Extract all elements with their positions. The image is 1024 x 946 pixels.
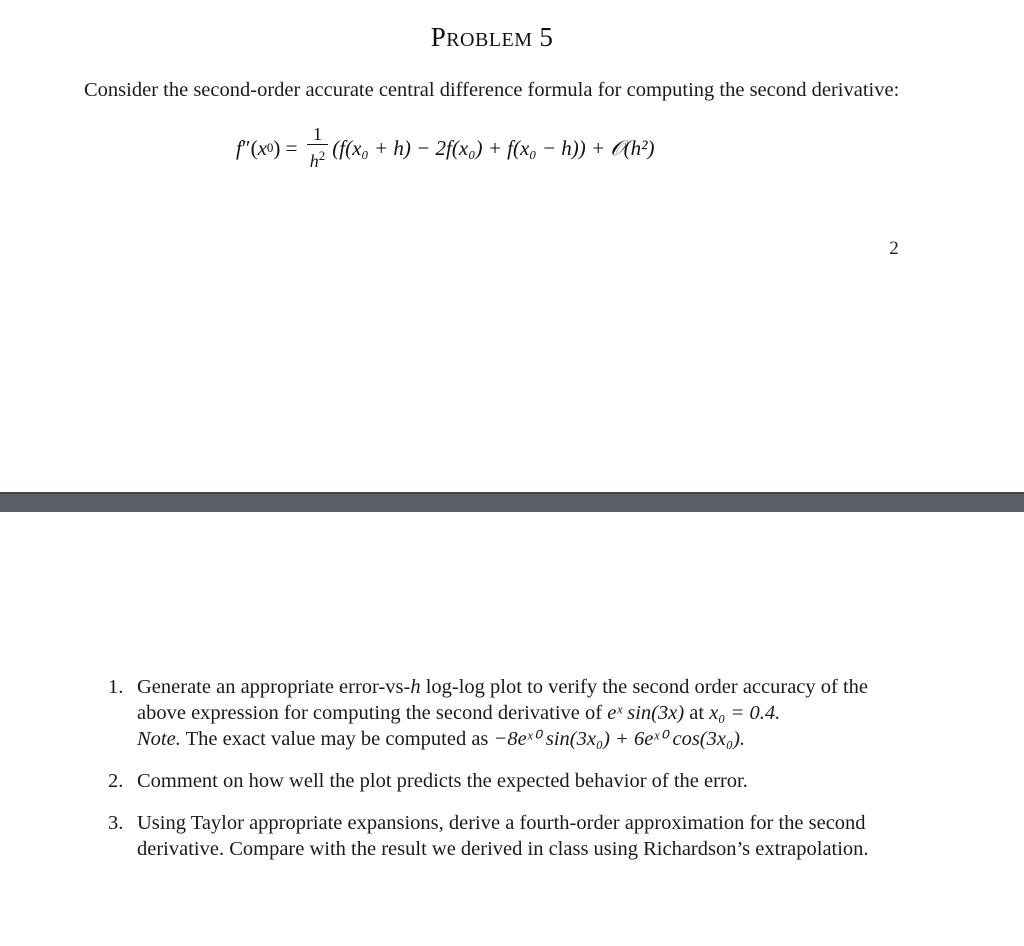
intro-paragraph: Consider the second-order accurate central difference formula for computing the second derivative: — [84, 79, 900, 101]
q1-text-a: Generate an appropriate error-vs- — [137, 676, 411, 698]
title-smallcaps: ROBLEM — [446, 29, 533, 51]
question-number: 2. — [108, 770, 124, 792]
title-initial: P — [430, 22, 447, 52]
q1-x0: x₀ = 0.4. — [709, 702, 781, 724]
question-item — [108, 768, 908, 794]
title-number: 5 — [539, 22, 554, 52]
q1-h: h — [410, 676, 421, 698]
q1-text-b: log-log plot to verify the second order accuracy of the above expression for computing the second derivative of — [137, 676, 869, 724]
page-number: 2 — [889, 238, 899, 259]
eq-frac-denominator — [307, 145, 329, 172]
eq-lhs-prime: ″ — [241, 135, 251, 160]
central-difference-equation — [236, 120, 654, 176]
question-item — [108, 674, 908, 752]
page-divider — [0, 492, 1024, 512]
eq-lhs-open: ( — [250, 135, 258, 160]
question-number: 3. — [108, 812, 124, 834]
question-number: 1. — [108, 676, 124, 698]
eq-fraction — [307, 124, 329, 172]
eq-rhs: (f(x₀ + h) − 2f(x₀) + f(x₀ − h)) + 𝒪(h²) — [332, 135, 655, 160]
q1-note-label: Note. — [137, 728, 181, 750]
q1-note-text: The exact value may be computed as — [180, 728, 494, 750]
q3-text: Using Taylor appropriate expansions, derive a fourth-order approximation for the second derivative. Compare with the result we derived in class using Richardson’s extrapolation. — [137, 812, 869, 860]
q1-func: eˣ sin(3x) — [607, 702, 685, 724]
q1-note-expr: −8eˣ⁰ sin(3x₀) + 6eˣ⁰ cos(3x₀). — [493, 728, 746, 750]
question-item — [108, 810, 908, 862]
eq-frac-h: h — [309, 151, 319, 171]
eq-lhs-close: ) — [273, 135, 281, 160]
eq-lhs-f: f — [236, 135, 242, 160]
eq-frac-numerator: 1 — [313, 124, 323, 144]
eq-equals: = — [280, 135, 303, 160]
eq-frac-sup: 2 — [318, 148, 326, 163]
q1-text-c: at — [684, 702, 710, 724]
question-list — [108, 674, 908, 862]
problem-title — [0, 22, 984, 53]
eq-lhs-x: x — [257, 135, 267, 160]
eq-lhs-sub: 0 — [266, 140, 274, 155]
q2-text: Comment on how well the plot predicts the expected behavior of the error. — [137, 770, 748, 792]
